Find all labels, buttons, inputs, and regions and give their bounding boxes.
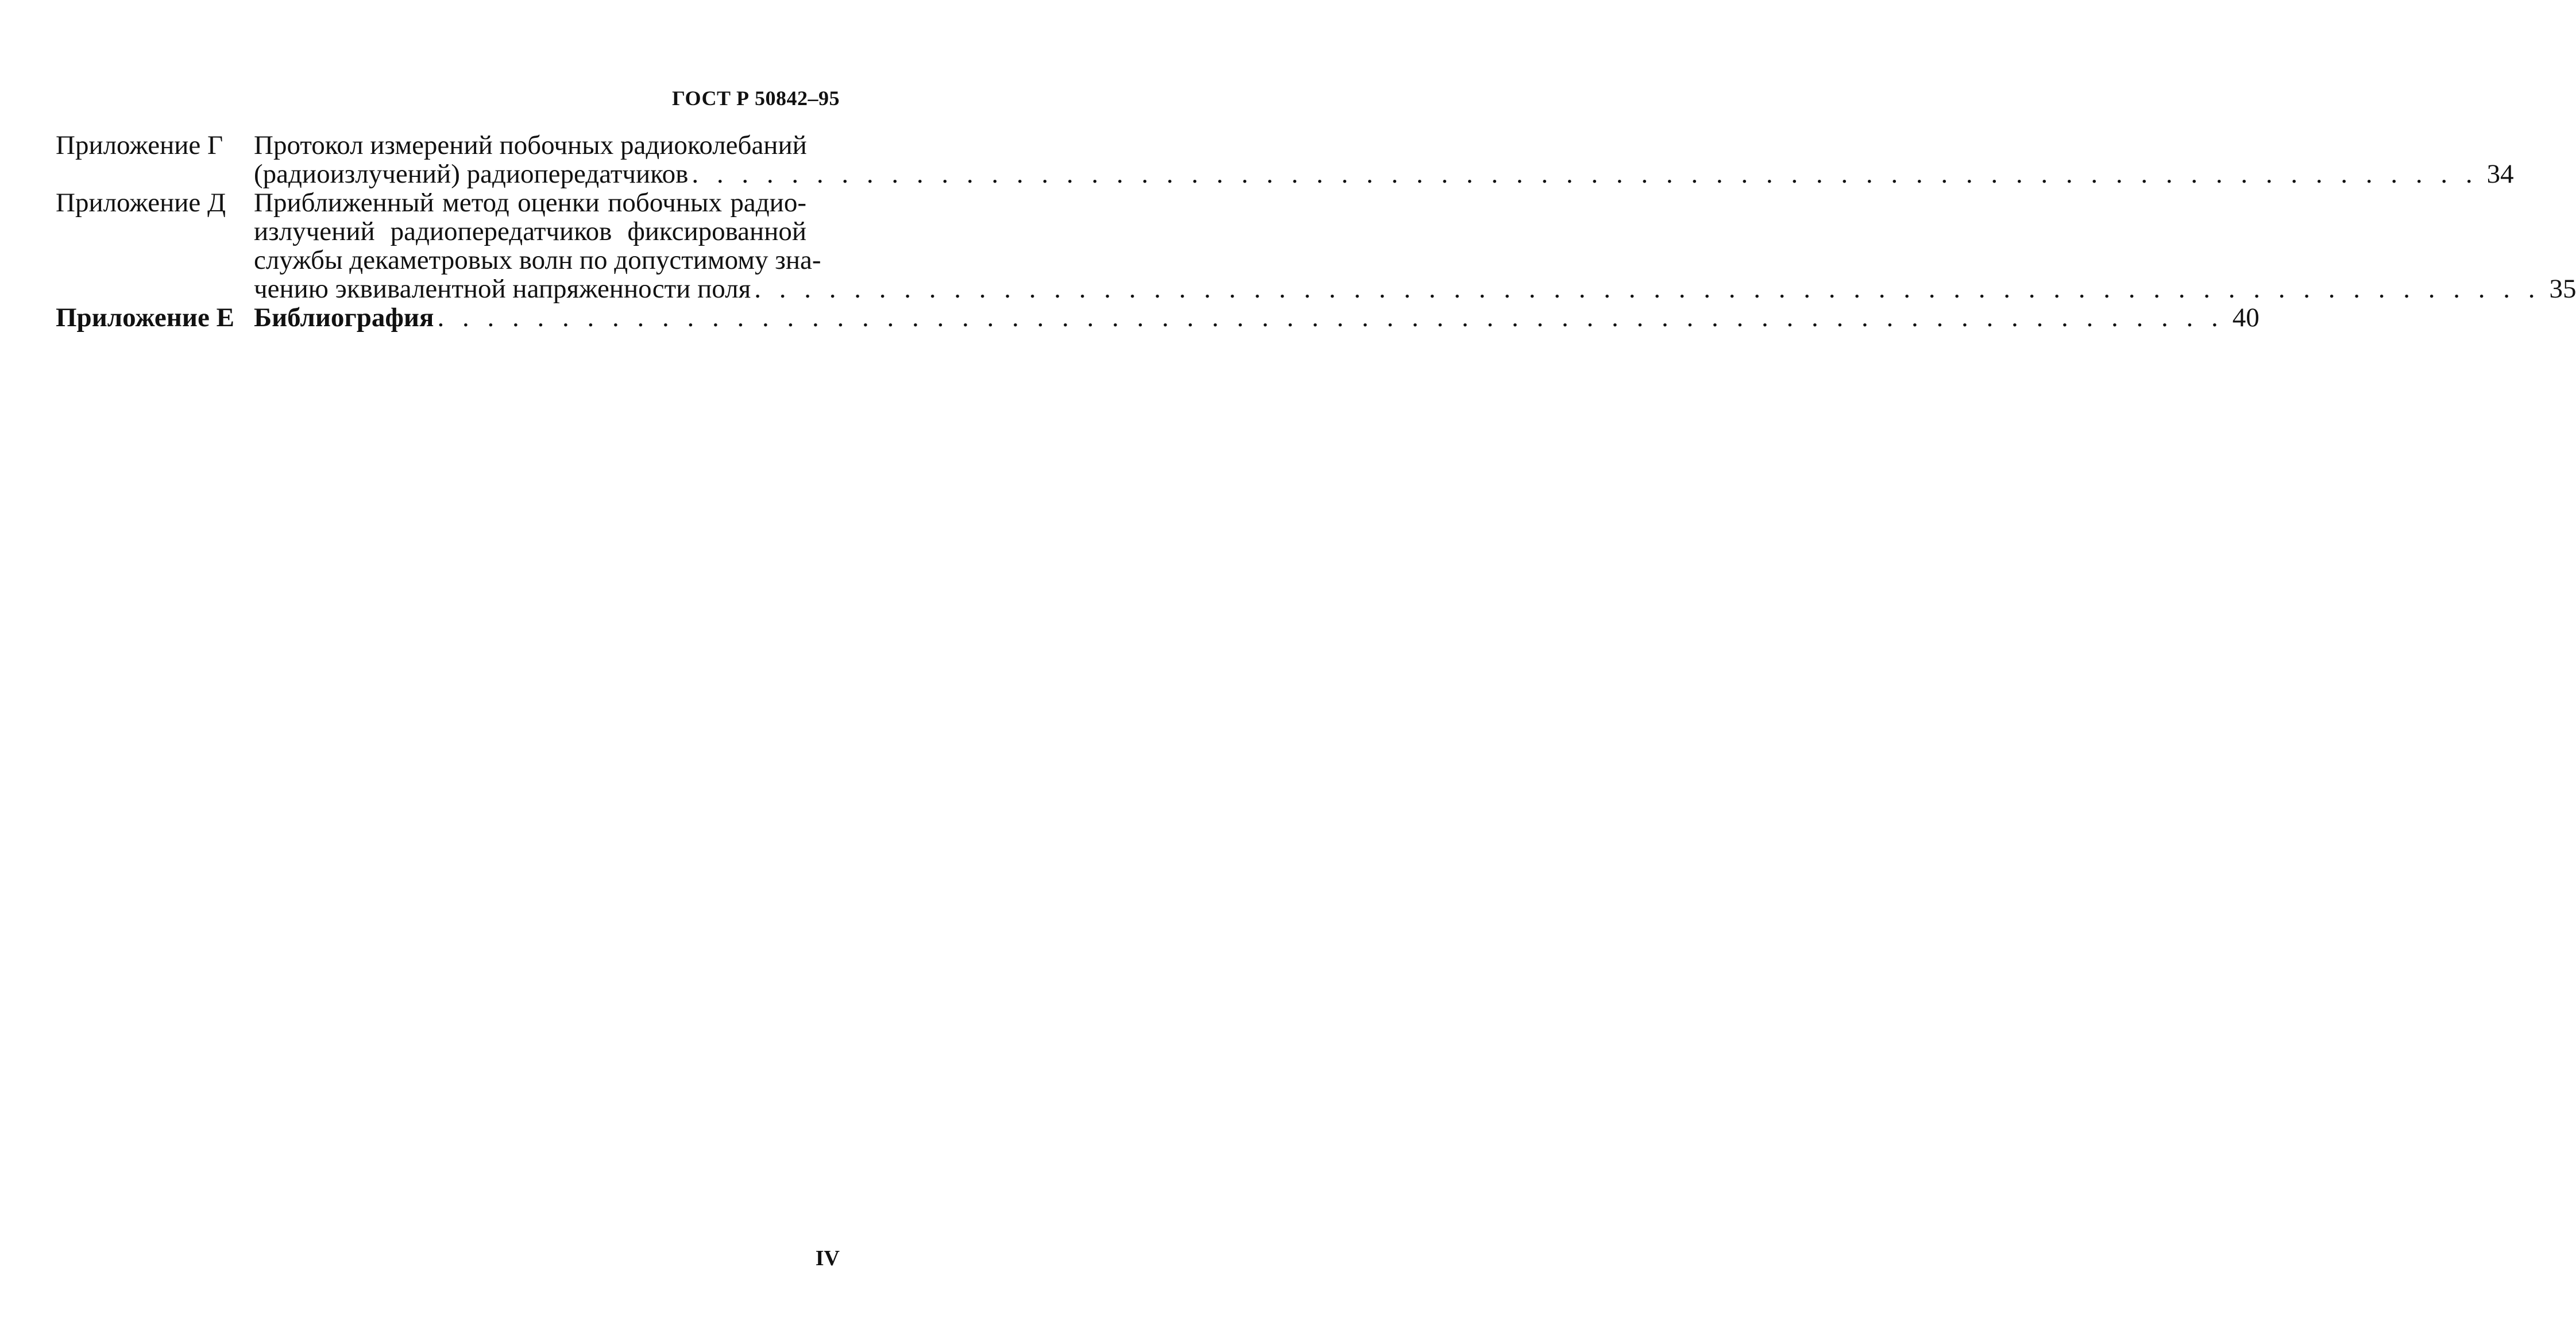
toc-entry-appendix-g[interactable] [56,130,2514,189]
page-folio: IV [815,1246,840,1270]
document-header: ГОСТ Р 50842–95 [672,87,840,110]
entry-title [254,131,2514,188]
entry-title [254,188,2576,303]
dot-leader [437,303,2223,332]
entry-title-line: Протокол измерений побочных радиоколебаний [254,130,807,160]
appendix-label: Приложение Е [56,303,234,333]
page-number: 40 [2232,303,2260,333]
entry-title-last-line [254,275,2576,303]
entry-title-line: (радиоизлучений) радиопередатчиков [254,159,689,189]
page-number: 35 [2549,274,2576,304]
toc-entry-appendix-d[interactable] [56,188,2576,304]
toc-entry-appendix-e[interactable] [56,303,2260,333]
page-number: 34 [2486,159,2514,189]
appendix-label: Приложение Д [56,188,226,218]
entry-title-last-line [254,160,2514,188]
appendix-label: Приложение Г [56,130,223,160]
entry-title-line: чению эквивалентной напряженности поля [254,274,751,304]
entry-title-line: Приближенный метод оценки побочных радио- [254,188,806,218]
table-of-contents [56,130,2576,333]
dot-leader [754,275,2540,303]
entry-title-line: службы декаметровых волн по допустимому зна- [254,245,821,275]
entry-title-line: Библиография [254,303,434,333]
entry-title-last-line [254,303,2260,332]
entry-title [254,303,2260,332]
dot-leader [692,160,2478,188]
entry-title-line: излучений радиопередатчиков фиксированной [254,217,806,246]
